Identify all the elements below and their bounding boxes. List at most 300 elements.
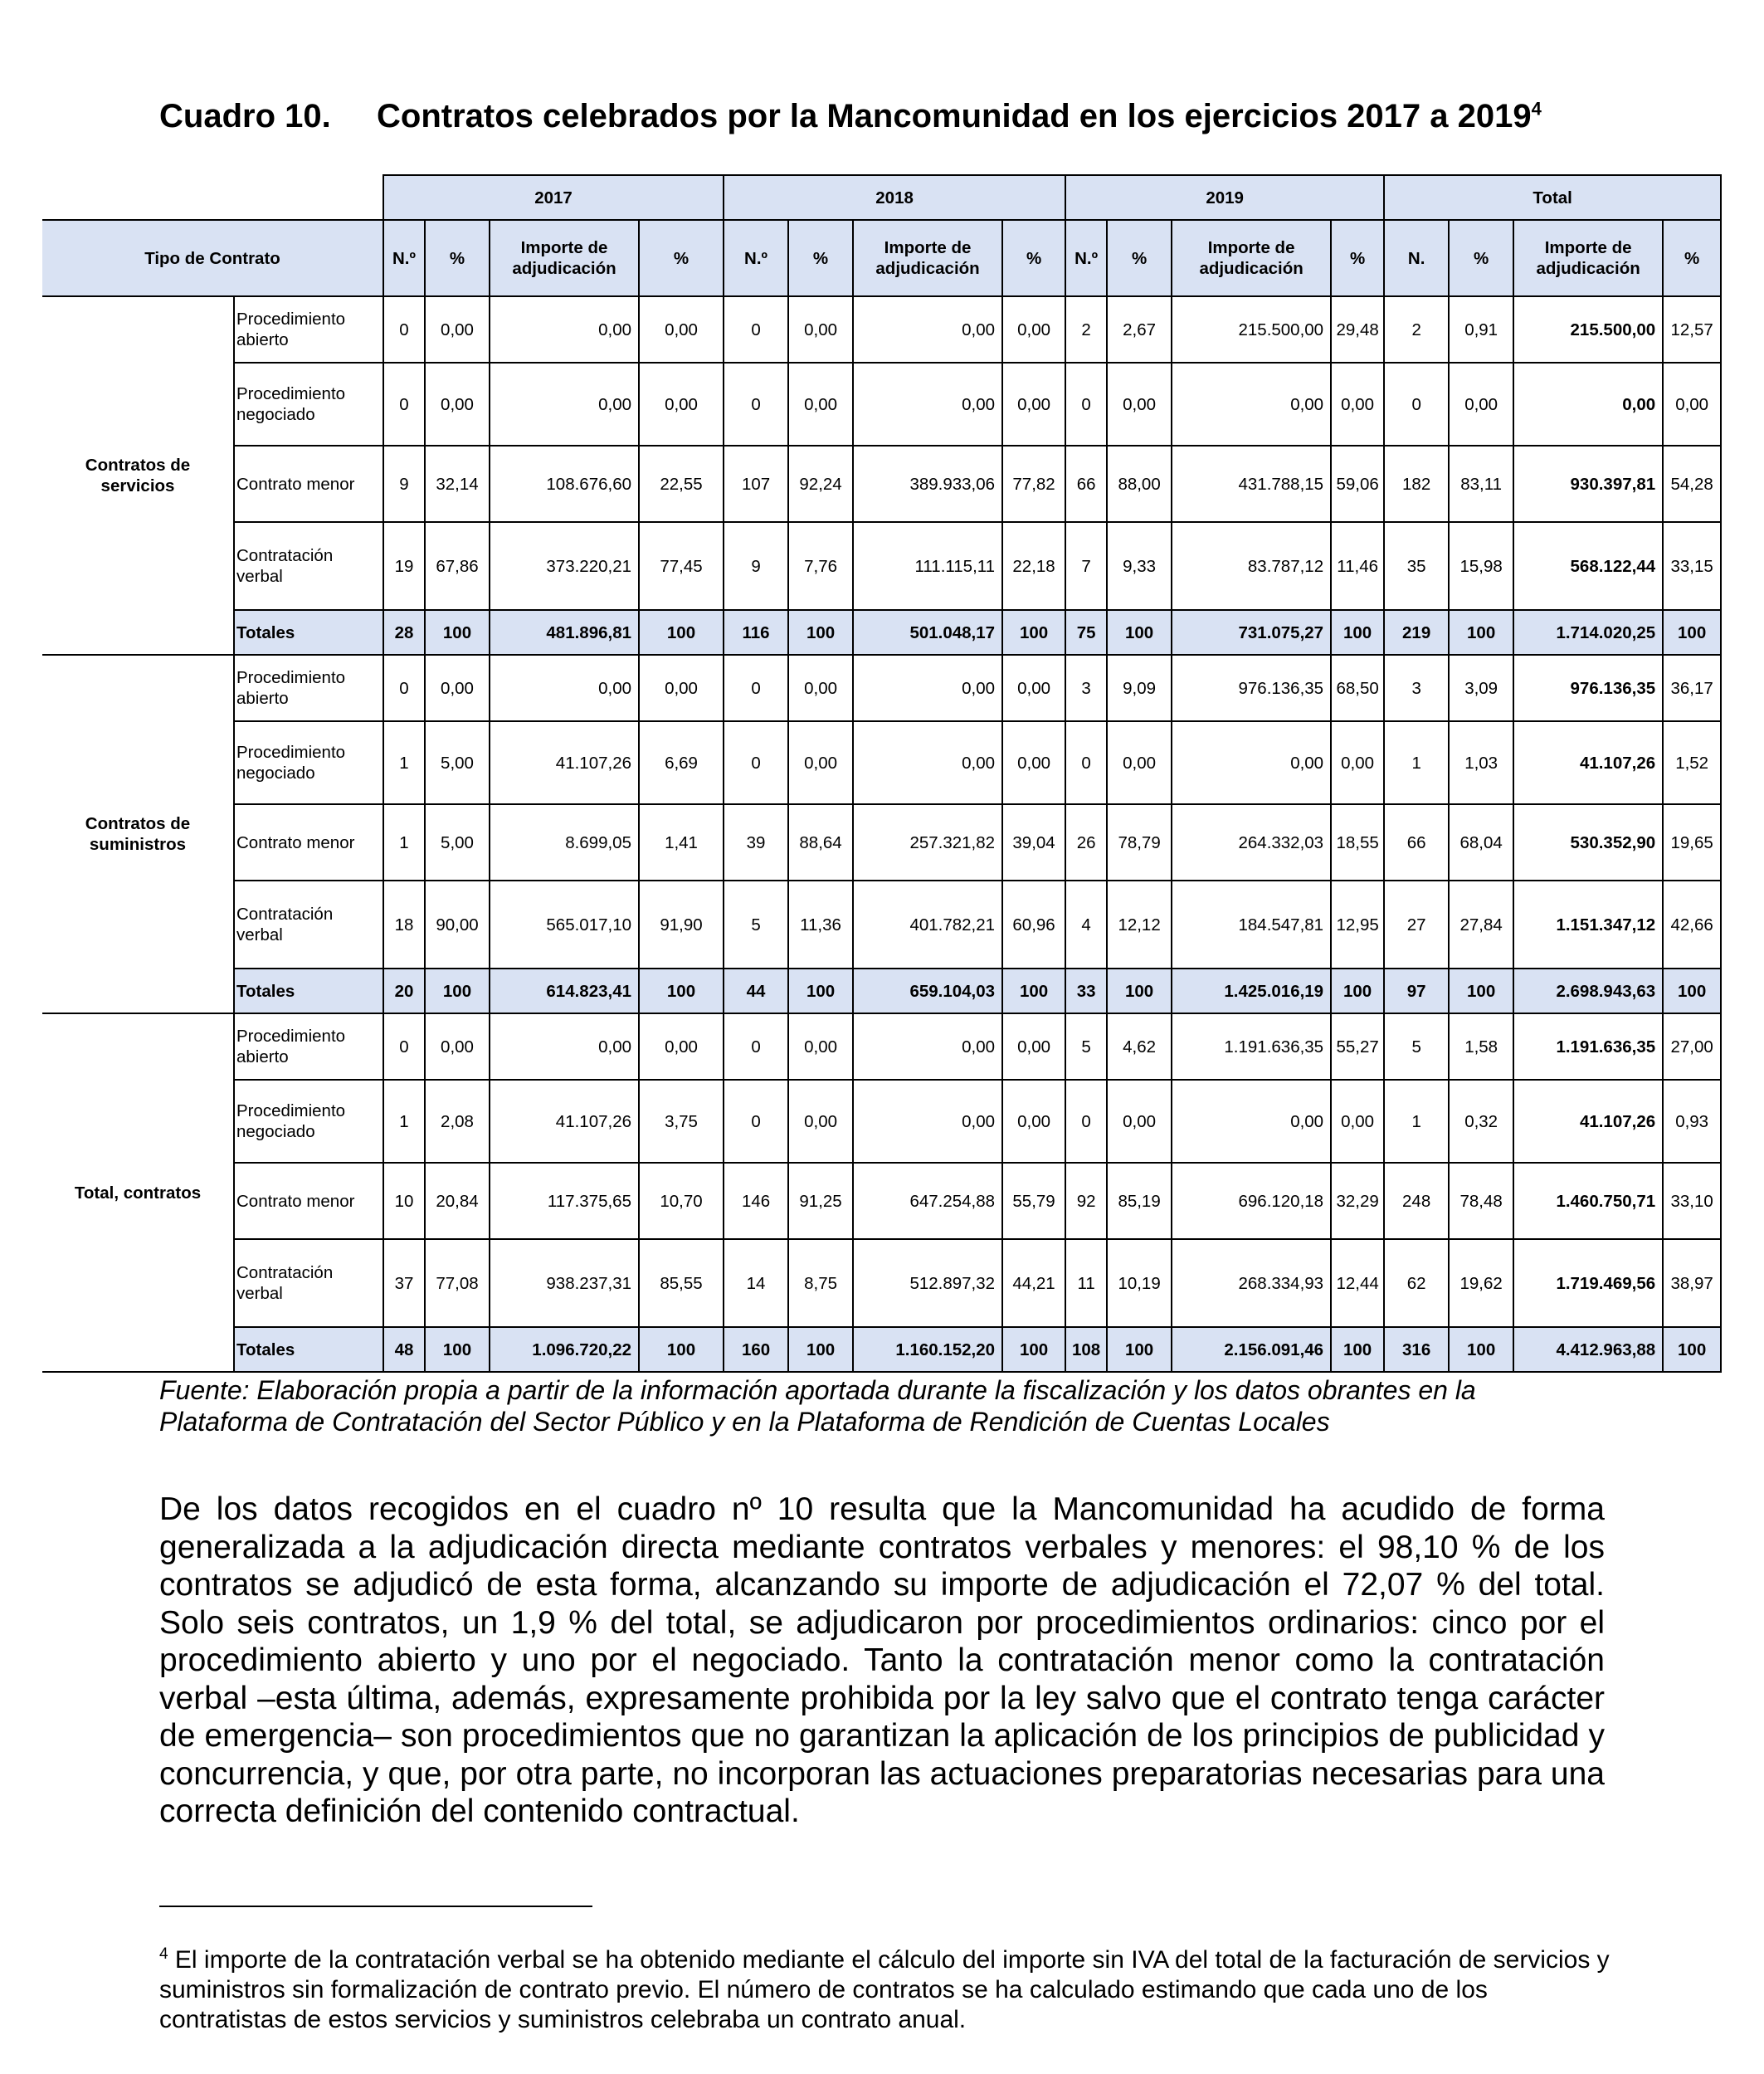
- table-cell: 27,00: [1663, 1013, 1721, 1080]
- category-label: Contratos de suministros: [42, 655, 234, 1013]
- table-cell: 41.107,26: [1513, 1080, 1663, 1163]
- table-cell: 0,00: [1331, 1080, 1384, 1163]
- table-cell: 1: [383, 804, 425, 881]
- table-cell: 37: [383, 1239, 425, 1327]
- table-cell: 11,36: [788, 881, 853, 969]
- totals-cell: 100: [1107, 1327, 1172, 1372]
- table-cell: 1: [383, 721, 425, 804]
- year-header: Total: [1384, 175, 1721, 220]
- table-cell: 9: [724, 522, 788, 610]
- column-header: %: [425, 220, 490, 296]
- table-cell: 512.897,32: [853, 1239, 1002, 1327]
- table-cell: 1: [383, 1080, 425, 1163]
- table-cell: 0,00: [853, 1013, 1002, 1080]
- table-cell: 91,25: [788, 1163, 853, 1239]
- table-cell: 1,41: [639, 804, 724, 881]
- table-cell: 33,15: [1663, 522, 1721, 610]
- table-cell: 0,93: [1663, 1080, 1721, 1163]
- totals-cell: 48: [383, 1327, 425, 1372]
- table-cell: 36,17: [1663, 655, 1721, 721]
- table-cell: 12,12: [1107, 881, 1172, 969]
- totals-cell: 108: [1065, 1327, 1107, 1372]
- totals-cell: 100: [1449, 969, 1513, 1013]
- table-cell: 0: [724, 721, 788, 804]
- table-cell: 0,00: [1002, 655, 1065, 721]
- table-cell: 0: [724, 655, 788, 721]
- table-cell: 83,11: [1449, 446, 1513, 522]
- table-cell: 77,08: [425, 1239, 490, 1327]
- table-cell: 10,70: [639, 1163, 724, 1239]
- row-label: Procedimiento negociado: [234, 363, 383, 446]
- table-cell: 0,00: [788, 721, 853, 804]
- totals-cell: 116: [724, 610, 788, 655]
- table-cell: 108.676,60: [490, 446, 639, 522]
- row-label: Procedimiento negociado: [234, 1080, 383, 1163]
- table-cell: 0,00: [1002, 721, 1065, 804]
- column-header: %: [788, 220, 853, 296]
- table-cell: 0: [1065, 1080, 1107, 1163]
- table-cell: 0,00: [490, 363, 639, 446]
- table-cell: 19,62: [1449, 1239, 1513, 1327]
- table-cell: 60,96: [1002, 881, 1065, 969]
- table-cell: 0,00: [853, 655, 1002, 721]
- table-cell: 5: [724, 881, 788, 969]
- totals-cell: 100: [1331, 969, 1384, 1013]
- totals-cell: 2.698.943,63: [1513, 969, 1663, 1013]
- totals-cell: 501.048,17: [853, 610, 1002, 655]
- table-cell: 0,00: [1002, 1013, 1065, 1080]
- contracts-table: [42, 174, 1722, 1373]
- totals-cell: 100: [788, 969, 853, 1013]
- table-cell: 1,52: [1663, 721, 1721, 804]
- table-cell: 15,98: [1449, 522, 1513, 610]
- table-cell: 33,10: [1663, 1163, 1721, 1239]
- table-cell: 696.120,18: [1172, 1163, 1331, 1239]
- totals-cell: 2.156.091,46: [1172, 1327, 1331, 1372]
- table-cell: 19: [383, 522, 425, 610]
- table-cell: 0,91: [1449, 296, 1513, 363]
- table-cell: 0: [724, 296, 788, 363]
- totals-cell: 97: [1384, 969, 1449, 1013]
- totals-cell: 160: [724, 1327, 788, 1372]
- body-paragraph: De los datos recogidos en el cuadro nº 10 resulta que la Mancomunidad ha acudido de forma generalizada a la adjudicación directa mediante contratos verbales y menores: el 98,10 % de los contratos se adjudicó de esta forma, alcanzando su importe de adjudicación el 72,07 % del total. Solo seis contratos, un 1,9 % del total, se adjudicaron por procedimientos ordinarios: cinco por el procedimiento abierto y uno por el negociado. Tanto la contratación menor como la contratación verbal –esta última, además, expresamente prohibida por la ley salvo que el contrato tenga carácter de emergencia– son procedimientos que no garantizan la aplicación de los principios de publicidad y concurrencia, y que, por otra parte, no incorporan las actuaciones preparatorias necesarias para una correcta definición del contenido contractual.: [159, 1491, 1605, 1829]
- table-cell: 12,44: [1331, 1239, 1384, 1327]
- totals-cell: 100: [1449, 610, 1513, 655]
- table-cell: 10,19: [1107, 1239, 1172, 1327]
- table-cell: 55,79: [1002, 1163, 1065, 1239]
- totals-cell: 100: [1663, 969, 1721, 1013]
- table-cell: 39: [724, 804, 788, 881]
- table-cell: 1: [1384, 721, 1449, 804]
- table-cell: 182: [1384, 446, 1449, 522]
- table-cell: 0,00: [853, 1080, 1002, 1163]
- table-cell: 0,00: [1107, 363, 1172, 446]
- table-cell: 3: [1384, 655, 1449, 721]
- table-cell: 5: [1065, 1013, 1107, 1080]
- row-label: Contrato menor: [234, 804, 383, 881]
- table-row: [42, 522, 1721, 610]
- table-row: [42, 1163, 1721, 1239]
- table-row: [42, 1080, 1721, 1163]
- table-cell: 0: [1384, 363, 1449, 446]
- table-cell: 27: [1384, 881, 1449, 969]
- table-cell: 2,67: [1107, 296, 1172, 363]
- table-cell: 0,00: [639, 655, 724, 721]
- column-header: Importe de adjudicación: [490, 220, 639, 296]
- table-cell: 18: [383, 881, 425, 969]
- table-cell: 0: [724, 363, 788, 446]
- category-label: Contratos de servicios: [42, 296, 234, 655]
- year-header-row: [42, 175, 1721, 220]
- table-cell: 0: [383, 655, 425, 721]
- totals-label: Totales: [234, 969, 383, 1013]
- column-header: N.º: [1065, 220, 1107, 296]
- table-cell: 0,00: [1172, 721, 1331, 804]
- table-cell: 0: [1065, 363, 1107, 446]
- table-cell: 54,28: [1663, 446, 1721, 522]
- table-cell: 938.237,31: [490, 1239, 639, 1327]
- table-cell: 4: [1065, 881, 1107, 969]
- table-cell: 91,90: [639, 881, 724, 969]
- totals-cell: 659.104,03: [853, 969, 1002, 1013]
- table-cell: 2: [1065, 296, 1107, 363]
- table-cell: 0: [724, 1080, 788, 1163]
- table-cell: 10: [383, 1163, 425, 1239]
- table-cell: 26: [1065, 804, 1107, 881]
- table-cell: 264.332,03: [1172, 804, 1331, 881]
- totals-cell: 75: [1065, 610, 1107, 655]
- table-cell: 12,57: [1663, 296, 1721, 363]
- table-cell: 92,24: [788, 446, 853, 522]
- column-header-row: [42, 220, 1721, 296]
- column-header: N.: [1384, 220, 1449, 296]
- table-cell: 565.017,10: [490, 881, 639, 969]
- totals-cell: 100: [788, 610, 853, 655]
- table-cell: 38,97: [1663, 1239, 1721, 1327]
- table-cell: 22,18: [1002, 522, 1065, 610]
- table-cell: 66: [1065, 446, 1107, 522]
- totals-cell: 731.075,27: [1172, 610, 1331, 655]
- table-cell: 42,66: [1663, 881, 1721, 969]
- table-cell: 88,00: [1107, 446, 1172, 522]
- table-cell: 0,00: [425, 1013, 490, 1080]
- table-cell: 0,00: [1002, 296, 1065, 363]
- totals-cell: 100: [639, 969, 724, 1013]
- table-row: [42, 296, 1721, 363]
- column-header: N.º: [724, 220, 788, 296]
- table-cell: 7,76: [788, 522, 853, 610]
- table-cell: 3: [1065, 655, 1107, 721]
- category-label: Total, contratos: [42, 1013, 234, 1372]
- totals-label: Totales: [234, 1327, 383, 1372]
- totals-cell: 100: [639, 1327, 724, 1372]
- totals-cell: 100: [1002, 610, 1065, 655]
- table-cell: 20,84: [425, 1163, 490, 1239]
- table-cell: 257.321,82: [853, 804, 1002, 881]
- totals-cell: 1.096.720,22: [490, 1327, 639, 1372]
- totals-cell: 100: [1331, 610, 1384, 655]
- year-header: 2018: [724, 175, 1065, 220]
- totals-cell: 100: [639, 610, 724, 655]
- table-row: [42, 446, 1721, 522]
- table-cell: 18,55: [1331, 804, 1384, 881]
- table-cell: 0,00: [853, 363, 1002, 446]
- table-cell: 0,00: [490, 296, 639, 363]
- totals-cell: 1.425.016,19: [1172, 969, 1331, 1013]
- table-row: [42, 655, 1721, 721]
- table-cell: 68,04: [1449, 804, 1513, 881]
- table-cell: 83.787,12: [1172, 522, 1331, 610]
- table-cell: 67,86: [425, 522, 490, 610]
- footnote: [159, 1940, 1611, 2035]
- row-label: Procedimiento abierto: [234, 1013, 383, 1080]
- table-cell: 146: [724, 1163, 788, 1239]
- table-row: [42, 363, 1721, 446]
- table-cell: 1,58: [1449, 1013, 1513, 1080]
- table-cell: 0,00: [1107, 1080, 1172, 1163]
- footnote-reference: 4: [1531, 98, 1542, 120]
- table-cell: 1: [1384, 1080, 1449, 1163]
- totals-cell: 100: [1002, 969, 1065, 1013]
- table-cell: 0,00: [788, 1080, 853, 1163]
- totals-cell: 20: [383, 969, 425, 1013]
- footnote-separator: [159, 1906, 592, 1907]
- table-cell: 0,00: [1449, 363, 1513, 446]
- table-cell: 9,09: [1107, 655, 1172, 721]
- table-cell: 78,79: [1107, 804, 1172, 881]
- table-cell: 35: [1384, 522, 1449, 610]
- table-cell: 0: [383, 1013, 425, 1080]
- row-label: Contrato menor: [234, 1163, 383, 1239]
- totals-cell: 100: [425, 610, 490, 655]
- row-label: Contratación verbal: [234, 881, 383, 969]
- footnote-text: El importe de la contratación verbal se ha obtenido mediante el cálculo del importe sin IVA del total de la facturación de servicios y suministros sin formalización de contrato previo. El número de contratos se ha calculado estimando que cada uno de los contratistas de estos servicios y suministros celebraba un contrato anual.: [159, 1946, 1610, 2033]
- totals-cell: 100: [1331, 1327, 1384, 1372]
- table-cell: 0,00: [639, 1013, 724, 1080]
- table-cell: 77,82: [1002, 446, 1065, 522]
- totals-cell: 614.823,41: [490, 969, 639, 1013]
- table-cell: 215.500,00: [1172, 296, 1331, 363]
- header-spacer: [42, 175, 383, 220]
- table-cell: 62: [1384, 1239, 1449, 1327]
- column-header: %: [1331, 220, 1384, 296]
- table-cell: 68,50: [1331, 655, 1384, 721]
- table-cell: 8,75: [788, 1239, 853, 1327]
- totals-row: [42, 969, 1721, 1013]
- table-cell: 0,00: [1107, 721, 1172, 804]
- table-cell: 0,00: [1513, 363, 1663, 446]
- table-cell: 268.334,93: [1172, 1239, 1331, 1327]
- column-header: %: [1663, 220, 1721, 296]
- footnote-mark: 4: [159, 1945, 168, 1963]
- row-label: Procedimiento negociado: [234, 721, 383, 804]
- table-cell: 1.719.469,56: [1513, 1239, 1663, 1327]
- totals-label: Totales: [234, 610, 383, 655]
- table-cell: 0,32: [1449, 1080, 1513, 1163]
- column-header: Importe de adjudicación: [1513, 220, 1663, 296]
- totals-cell: 100: [1002, 1327, 1065, 1372]
- row-label: Contratación verbal: [234, 522, 383, 610]
- table-cell: 5,00: [425, 804, 490, 881]
- table-cell: 107: [724, 446, 788, 522]
- table-cell: 32,14: [425, 446, 490, 522]
- totals-cell: 316: [1384, 1327, 1449, 1372]
- table-cell: 0,00: [1002, 363, 1065, 446]
- table-cell: 3,75: [639, 1080, 724, 1163]
- table-cell: 1.151.347,12: [1513, 881, 1663, 969]
- table-cell: 4,62: [1107, 1013, 1172, 1080]
- table-cell: 0: [1065, 721, 1107, 804]
- table-cell: 85,19: [1107, 1163, 1172, 1239]
- column-header: %: [1107, 220, 1172, 296]
- totals-row: [42, 610, 1721, 655]
- row-label: Contrato menor: [234, 446, 383, 522]
- table-cell: 530.352,90: [1513, 804, 1663, 881]
- table-cell: 78,48: [1449, 1163, 1513, 1239]
- totals-cell: 100: [1449, 1327, 1513, 1372]
- column-header: N.º: [383, 220, 425, 296]
- totals-cell: 481.896,81: [490, 610, 639, 655]
- table-title-text: Contratos celebrados por la Mancomunidad en los ejercicios 2017 a 2019: [377, 98, 1532, 134]
- table-cell: 41.107,26: [490, 721, 639, 804]
- table-cell: 92: [1065, 1163, 1107, 1239]
- table-cell: 0,00: [853, 296, 1002, 363]
- table-cell: 8.699,05: [490, 804, 639, 881]
- table-cell: 215.500,00: [1513, 296, 1663, 363]
- table-cell: 0,00: [1331, 363, 1384, 446]
- table-cell: 29,48: [1331, 296, 1384, 363]
- table-cell: 0,00: [1172, 363, 1331, 446]
- column-header: %: [639, 220, 724, 296]
- totals-cell: 33: [1065, 969, 1107, 1013]
- column-header: %: [1002, 220, 1065, 296]
- column-header: Importe de adjudicación: [1172, 220, 1331, 296]
- totals-cell: 100: [1663, 610, 1721, 655]
- totals-cell: 100: [1663, 1327, 1721, 1372]
- table-cell: 111.115,11: [853, 522, 1002, 610]
- table-cell: 568.122,44: [1513, 522, 1663, 610]
- table-title: [159, 98, 1542, 135]
- table-cell: 373.220,21: [490, 522, 639, 610]
- totals-cell: 100: [1107, 969, 1172, 1013]
- table-cell: 19,65: [1663, 804, 1721, 881]
- table-cell: 90,00: [425, 881, 490, 969]
- totals-cell: 100: [425, 969, 490, 1013]
- table-cell: 0: [724, 1013, 788, 1080]
- table-cell: 0,00: [1331, 721, 1384, 804]
- row-label: Contratación verbal: [234, 1239, 383, 1327]
- table-cell: 0,00: [788, 296, 853, 363]
- table-cell: 5,00: [425, 721, 490, 804]
- table-cell: 0,00: [490, 1013, 639, 1080]
- table-cell: 1.191.636,35: [1172, 1013, 1331, 1080]
- table-cell: 117.375,65: [490, 1163, 639, 1239]
- totals-cell: 1.714.020,25: [1513, 610, 1663, 655]
- table-cell: 6,69: [639, 721, 724, 804]
- table-cell: 7: [1065, 522, 1107, 610]
- table-cell: 0,00: [425, 655, 490, 721]
- column-header: %: [1449, 220, 1513, 296]
- table-cell: 59,06: [1331, 446, 1384, 522]
- table-cell: 0,00: [1663, 363, 1721, 446]
- totals-cell: 4.412.963,88: [1513, 1327, 1663, 1372]
- table-cell: 0,00: [788, 363, 853, 446]
- table-cell: 41.107,26: [490, 1080, 639, 1163]
- table-cell: 0,00: [639, 363, 724, 446]
- type-header: Tipo de Contrato: [42, 220, 383, 296]
- table-cell: 976.136,35: [1513, 655, 1663, 721]
- table-source-note: Fuente: Elaboración propia a partir de la información aportada durante la fiscalización y los datos obrantes en la Plataforma de Contratación del Sector Público y en la Plataforma de Rendición de Cuentas Locales: [159, 1375, 1476, 1437]
- table-cell: 0,00: [490, 655, 639, 721]
- table-row: [42, 804, 1721, 881]
- table-row: [42, 1239, 1721, 1327]
- table-cell: 0,00: [788, 1013, 853, 1080]
- table-cell: 32,29: [1331, 1163, 1384, 1239]
- table-cell: 66: [1384, 804, 1449, 881]
- totals-cell: 1.160.152,20: [853, 1327, 1002, 1372]
- table-cell: 0: [383, 363, 425, 446]
- table-cell: 184.547,81: [1172, 881, 1331, 969]
- table-cell: 88,64: [788, 804, 853, 881]
- table-cell: 0,00: [425, 296, 490, 363]
- table-cell: 0,00: [788, 655, 853, 721]
- table-cell: 5: [1384, 1013, 1449, 1080]
- table-cell: 44,21: [1002, 1239, 1065, 1327]
- totals-cell: 100: [788, 1327, 853, 1372]
- table-cell: 55,27: [1331, 1013, 1384, 1080]
- table-cell: 11: [1065, 1239, 1107, 1327]
- table-cell: 41.107,26: [1513, 721, 1663, 804]
- table-cell: 3,09: [1449, 655, 1513, 721]
- table-row: [42, 881, 1721, 969]
- table-row: [42, 721, 1721, 804]
- table-cell: 401.782,21: [853, 881, 1002, 969]
- table-cell: 1.191.636,35: [1513, 1013, 1663, 1080]
- totals-cell: 28: [383, 610, 425, 655]
- year-header: 2019: [1065, 175, 1384, 220]
- table-cell: 647.254,88: [853, 1163, 1002, 1239]
- table-cell: 0,00: [1002, 1080, 1065, 1163]
- table-number: Cuadro 10.: [159, 98, 331, 134]
- table-cell: 0,00: [853, 721, 1002, 804]
- table-cell: 9,33: [1107, 522, 1172, 610]
- totals-row: [42, 1327, 1721, 1372]
- table-cell: 22,55: [639, 446, 724, 522]
- table-cell: 39,04: [1002, 804, 1065, 881]
- row-label: Procedimiento abierto: [234, 296, 383, 363]
- table-cell: 12,95: [1331, 881, 1384, 969]
- table-cell: 1.460.750,71: [1513, 1163, 1663, 1239]
- table-row: [42, 1013, 1721, 1080]
- column-header: Importe de adjudicación: [853, 220, 1002, 296]
- table-cell: 27,84: [1449, 881, 1513, 969]
- table-cell: 77,45: [639, 522, 724, 610]
- table-cell: 11,46: [1331, 522, 1384, 610]
- table-cell: 0,00: [1172, 1080, 1331, 1163]
- table-cell: 85,55: [639, 1239, 724, 1327]
- totals-cell: 219: [1384, 610, 1449, 655]
- totals-cell: 44: [724, 969, 788, 1013]
- year-header: 2017: [383, 175, 724, 220]
- table-cell: 14: [724, 1239, 788, 1327]
- table-cell: 0: [383, 296, 425, 363]
- table-cell: 248: [1384, 1163, 1449, 1239]
- totals-cell: 100: [425, 1327, 490, 1372]
- table-cell: 0,00: [639, 296, 724, 363]
- table-cell: 976.136,35: [1172, 655, 1331, 721]
- table-cell: 0,00: [425, 363, 490, 446]
- totals-cell: 100: [1107, 610, 1172, 655]
